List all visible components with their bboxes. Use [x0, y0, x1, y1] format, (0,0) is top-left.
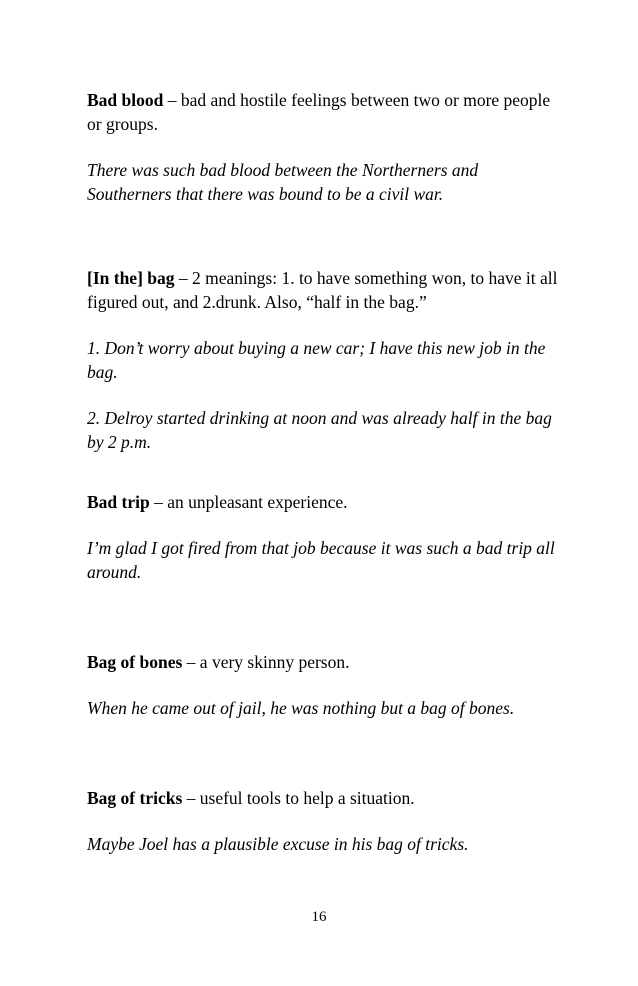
- entry-bag-of-tricks: [87, 786, 567, 856]
- definition-text: – bad and hostile feelings between two or more people or groups.: [87, 90, 551, 134]
- entry-in-the-bag: [87, 266, 567, 454]
- definition-text: – an unpleasant experience.: [149, 492, 348, 512]
- definition: [87, 88, 567, 136]
- definition: [87, 650, 567, 674]
- entry-bag-of-bones: [87, 650, 567, 720]
- definition: [87, 490, 567, 514]
- entry-bad-trip: [87, 490, 567, 584]
- entry-bad-blood: [87, 88, 567, 206]
- example-sentence: I’m glad I got fired from that job because it was such a bad trip all around.: [87, 538, 555, 582]
- term: Bad blood: [87, 90, 164, 110]
- page-number: 16: [311, 909, 327, 925]
- definition-text: – a very skinny person.: [182, 652, 350, 672]
- example-sentence: 2. Delroy started drinking at noon and was already half in the bag by 2 p.m.: [87, 408, 552, 452]
- definition-text: – useful tools to help a situation.: [182, 788, 415, 808]
- example-sentence: 1. Don’t worry about buying a new car; I have this new job in the bag.: [87, 338, 546, 382]
- definition: [87, 266, 567, 314]
- definition: [87, 786, 567, 810]
- term: Bag of tricks: [87, 788, 183, 808]
- example-sentence: When he came out of jail, he was nothing but a bag of bones.: [87, 698, 515, 718]
- example-sentence: Maybe Joel has a plausible excuse in his bag of tricks.: [87, 834, 469, 854]
- term: Bad trip: [87, 492, 150, 512]
- term: [In the] bag: [87, 268, 175, 288]
- example-sentence: There was such bad blood between the Northerners and Southerners that there was bound to be a civil war.: [87, 160, 479, 204]
- term: Bag of bones: [87, 652, 183, 672]
- definition-text: – 2 meanings: 1. to have something won, to have it all figured out, and 2.drunk. Also, “half in the bag.”: [87, 268, 558, 312]
